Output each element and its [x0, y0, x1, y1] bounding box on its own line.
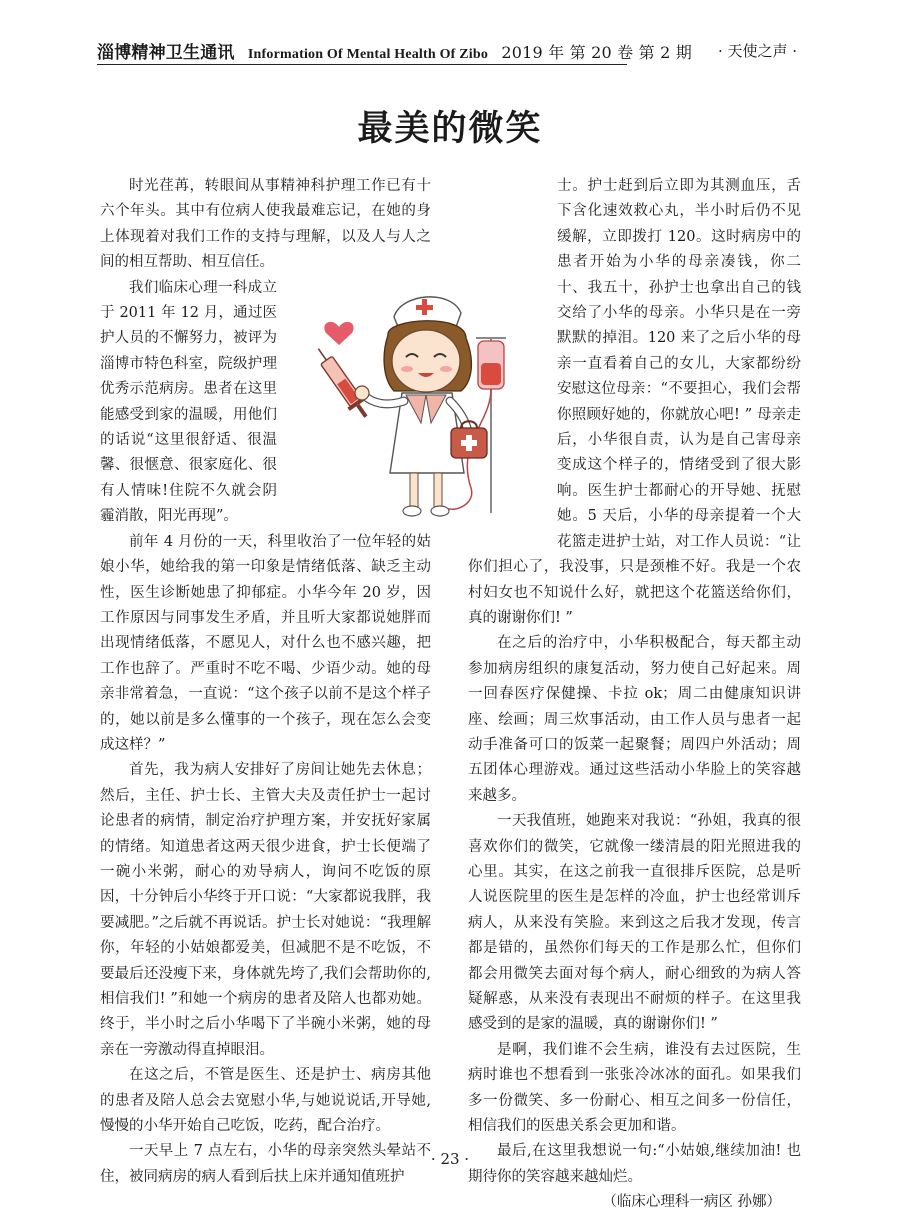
issue-info: 2019 年 第 20 卷 第 2 期: [501, 43, 693, 62]
page-number: · 23 ·: [430, 1150, 470, 1168]
journal-title-en: Information Of Mental Health Of Zibo: [247, 47, 489, 62]
left-paragraph-3: 前年 4 月份的一天，科里收治了一位年轻的姑娘小华，她给我的第一印象是情绪低落、缺乏主动性，医生诊断她患了抑郁症。小华今年 20 岁，因工作原因与同事发生矛盾，并且听大家都说她胖而出现情绪低落，不愿见人，对什么也不感兴趣，把工作也辞了。严重时不吃不喝、少语少动。她的母亲非常着急，一直说：“这个孩子以前不是这个样子的，她以前是多么懂事的一个孩子，现在怎么会变成这样？”: [100, 533, 431, 753]
left-paragraph-2: 我们临床心理一科成立于 2011 年 12 月，通过医护人员的不懈努力，被评为淄博市特色科室，院级护理优秀示范病房。患者在这里能感受到家的温暖，用他们的话说“这里很舒适、很温馨、很惬意、很家庭化、很有人情味!住院不久就会阴霾消散，阳光再现”。: [100, 279, 277, 525]
heart-icon: [324, 322, 353, 345]
article-title: 最美的微笑: [357, 108, 543, 149]
right-paragraph-1: 士。护士赶到后立即为其测血压，舌下含化速效救心丸，半小时后仍不见缓解，立即拨打 120。这时病房中的患者开始为小华的母亲凑钱，你二十、我五十，孙护士也拿出自己的钱交给了小华的母亲。小华只是在一旁默默的掉泪。120 来了之后小华的母亲一直看着自己的女儿，大家都纷纷安慰这位母亲：“不要担心，我们会帮你照顾好她的，你就放心吧! ” 母亲走后，小华很自责，认为是自己害母亲变成这个样子的，情绪受到了很大影响。医生护士都耐心的开导她、抚慰她。5 天后，小华的母亲提着一个大花篮走进护士站，对工作人员说：“让你们担心了，我没事，只是颈椎不好。我是一个农村妇女也不知说什么好，就把这个花篮送给你们，真的谢谢你们! ”: [468, 178, 801, 626]
syringe-icon: [310, 343, 374, 422]
left-paragraph-4: 首先，我为病人安排好了房间让她先去休息；然后，主任、护士长、主管大夫及责任护士一起讨论患者的病情，制定治疗护理方案，并安抚好家属的情绪。知道患者这两天很少进食，护士长便端了一碗小米粥，耐心的劝导病人，询问不吃饭的原因，十分钟后小华终于开口说：“大家都说我胖，我要减肥。”之后就不再说话。护士长对她说：“我理解你，年轻的小姑娘都爱美，但减肥不是不吃饭，不要最后还没瘦下来，身体就先垮了,我们会帮助你的,相信我们! ”和她一个病房的患者及陪人也都劝她。终于，半小时之后小华喝下了半碗小米粥，她的母亲在一旁激动得直掉眼泪。: [100, 762, 431, 1058]
author-signature: （临床心理科一病区 孙娜）: [602, 1194, 781, 1211]
right-paragraph-2: 在之后的治疗中，小华积极配合，每天都主动参加病房组织的康复活动，努力使自己好起来。周一回春医疗保健操、卡拉 ok；周二由健康知识讲座、绘画；周三炊事活动，由工作人员与患者一起动手准备可口的饭菜一起聚餐；周四户外活动；周五团体心理游戏。通过这些活动小华脸上的笑容越来越多。: [468, 635, 801, 804]
running-header: [97, 38, 692, 63]
right-paragraph-5: 最后,在这里我想说一句:“小姑娘,继续加油! 也期待你的笑容越来越灿烂。: [468, 1143, 801, 1185]
journal-title-cn: 淄博精神卫生通讯: [97, 43, 235, 63]
header-rule: [97, 64, 627, 65]
nurse-cartoon-icon: [306, 283, 553, 535]
right-paragraph-3: 一天我值班，她跑来对我说：“孙姐，我真的很喜欢你们的微笑，它就像一缕清晨的阳光照进我的心里。其实，在这之前我一直很排斥医院，总是听人说医院里的医生是怎样的冷血，护士也经常训斥病人，从来没有笑脸。来到这之后我才发现，传言都是错的，虽然你们每天的工作是那么忙，但你们都会用微笑去面对每个病人，耐心细致的为病人答疑解惑，从来没有表现出不耐烦的样子。在这里我感受到的是家的温暖，真的谢谢你们! ”: [468, 813, 801, 1033]
right-paragraph-4: 是啊，我们谁不会生病，谁没有去过医院，生病时谁也不想看到一张张冷冰冰的面孔。如果我们多一份微笑、多一份耐心、相互之间多一份信任，相信我们的医患关系会更加和谐。: [468, 1041, 801, 1135]
left-paragraph-5: 在这之后，不管是医生、还是护士、病房其他的患者及陪人总会去宽慰小华,与她说说话,开导她,慢慢的小华开始自己吃饭，吃药，配合治疗。: [100, 1067, 431, 1135]
left-paragraph-1: 时光荏苒，转眼间从事精神科护理工作已有十六个年头。其中有位病人使我最难忘记，在她的身上体现着对我们工作的支持与理解，以及人与人之间的相互帮助、相互信任。: [100, 178, 431, 271]
section-name: · 天使之声 ·: [718, 42, 798, 60]
left-paragraph-6: 一天早上 7 点左右，小华的母亲突然头晕站不住，被同病房的病人看到后扶上床并通知值班护: [100, 1143, 431, 1185]
